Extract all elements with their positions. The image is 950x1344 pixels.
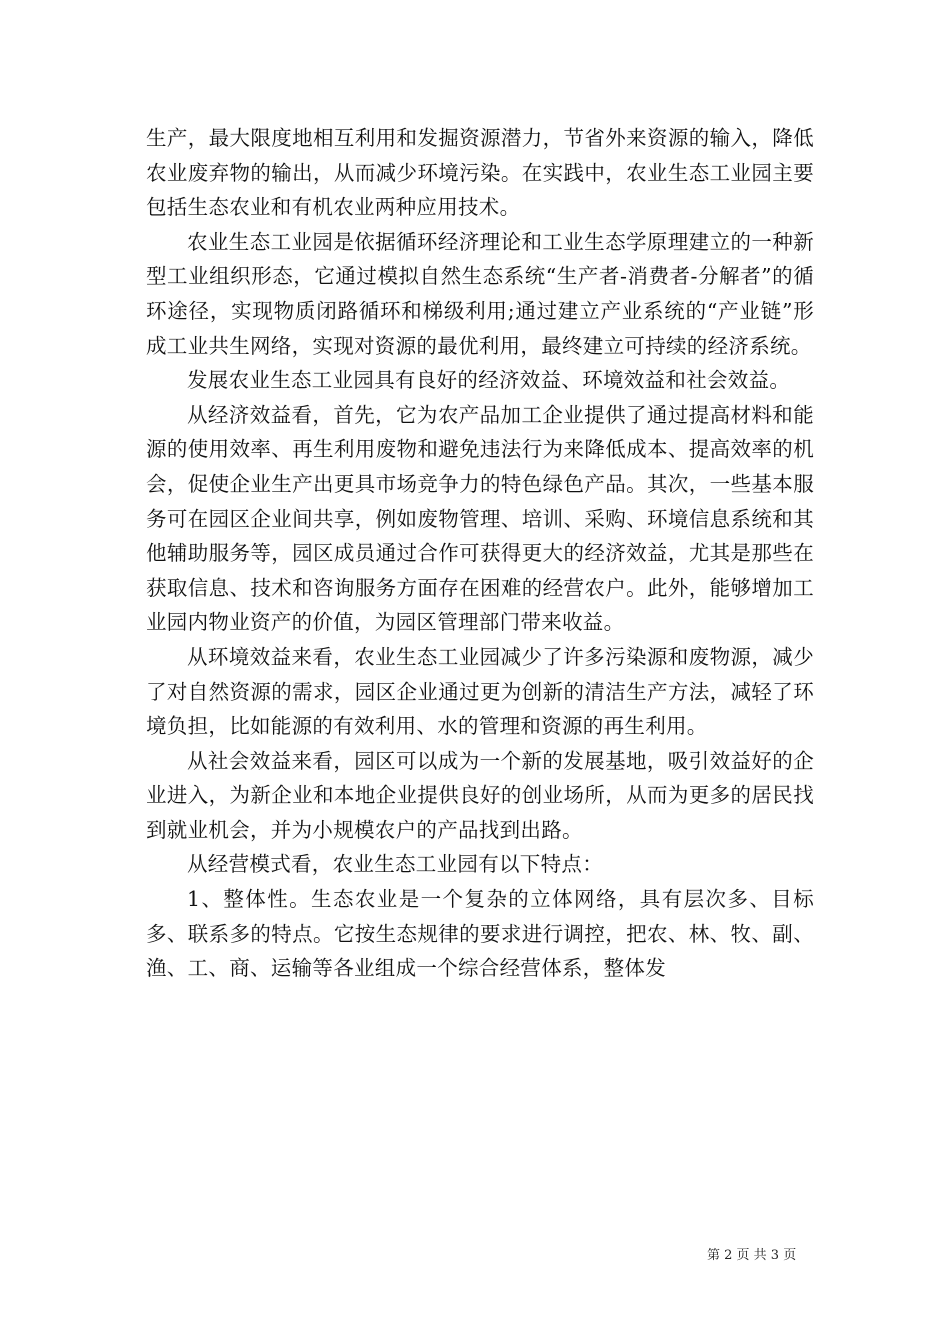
- paragraph-5: 从环境效益来看，农业生态工业园减少了许多污染源和废物源，减少了对自然资源的需求，园区企业通过更为创新的清洁生产方法，减轻了环境负担，比如能源的有效利用、水的管理和资源的再生利用。: [146, 644, 814, 739]
- paragraph-3: 发展农业生态工业园具有良好的经济效益、环境效益和社会效益。: [187, 368, 791, 393]
- paragraph-7: 从经营模式看，农业生态工业园有以下特点：: [187, 852, 603, 877]
- paragraph-1: 生产，最大限度地相互利用和发掘资源潜力，节省外来资源的输入，降低农业废弃物的输出，从而减少环境污染。在实践中，农业生态工业园主要包括生态农业和有机农业两种应用技术。: [146, 126, 814, 220]
- paragraph-2: 农业生态工业园是依据循环经济理论和工业生态学原理建立的一种新型工业组织形态，它通过模拟自然生态系统“生产者-消费者-分解者”的循环途径，实现物质闭路循环和梯级利用;通过建立产业系统的“产业链”形成工业共生网络，实现对资源的最优利用，最终建立可持续的经济系统。: [146, 229, 814, 358]
- paragraph-4: 从经济效益看，首先，它为农产品加工企业提供了通过提高材料和能源的使用效率、再生利用废物和避免违法行为来降低成本、提高效率的机会，促使企业生产出更具市场竞争力的特色绿色产品。其次，一些基本服务可在园区企业间共享，例如废物管理、培训、采购、环境信息系统和其他辅助服务等，园区成员通过合作可获得更大的经济效益，尤其是那些在获取信息、技术和咨询服务方面存在困难的经营农户。此外，能够增加工业园内物业资产的价值，为园区管理部门带来收益。: [146, 402, 814, 635]
- page-number-footer: 第 2 页 共 3 页: [707, 1248, 797, 1263]
- paragraph-6: 从社会效益来看，园区可以成为一个新的发展基地，吸引效益好的企业进入，为新企业和本地企业提供良好的创业场所，从而为更多的居民找到就业机会，并为小规模农户的产品找到出路。: [146, 748, 814, 842]
- body-text: [146, 121, 814, 986]
- paragraph-8: 1、整体性。生态农业是一个复杂的立体网络，具有层次多、目标多、联系多的特点。它按生态规律的要求进行调控，把农、林、牧、副、渔、工、商、运输等各业组成一个综合经营体系，整体发: [146, 887, 814, 981]
